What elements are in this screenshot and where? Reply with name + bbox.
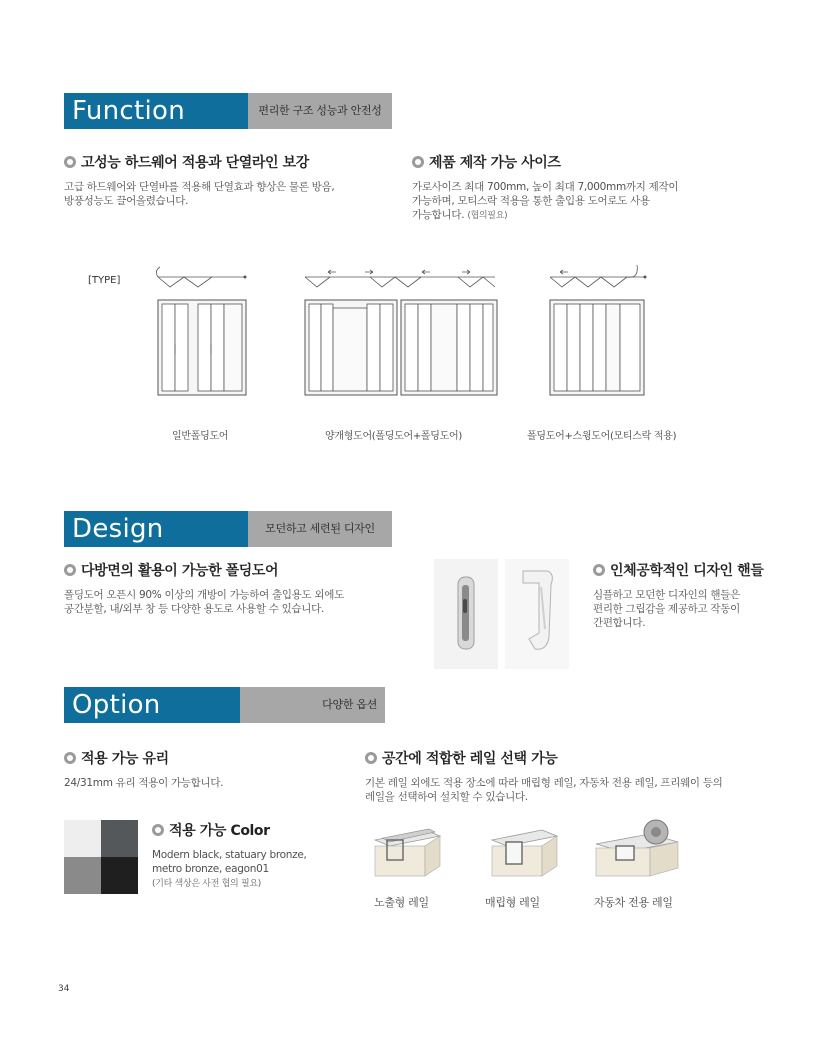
rail-caption-2: 매립형 레일 bbox=[485, 896, 540, 909]
color-swatch-1 bbox=[64, 820, 101, 857]
design-header bbox=[64, 511, 392, 547]
function-col1-heading: 고성능 하드웨어 적용과 단열라인 보강 bbox=[64, 152, 309, 172]
bullet-icon bbox=[412, 156, 424, 168]
color-swatch-3 bbox=[64, 857, 101, 894]
door-type-diagrams bbox=[140, 262, 700, 412]
design-title: Design bbox=[64, 511, 248, 547]
rail-body: 기본 레일 외에도 적용 장소에 따라 매립형 레일, 자동차 전용 레일, 프리웨이 등의 레일을 선택하여 설치할 수 있습니다. bbox=[365, 777, 723, 803]
color-note: (기타 색상은 사전 협의 필요) bbox=[152, 879, 262, 889]
bullet-icon bbox=[593, 564, 605, 576]
rail-vehicle-image bbox=[590, 818, 686, 882]
folding-door-diagram bbox=[156, 267, 246, 395]
rail-embedded-image bbox=[482, 822, 562, 882]
design-col1-body: 폴딩도어 오픈시 90% 이상의 개방이 가능하여 출입용도 외에도 공간분할, 내/외부 창 등 다양한 용도로 사용할 수 있습니다. bbox=[64, 589, 344, 615]
bullet-icon bbox=[365, 752, 377, 764]
design-subtitle: 모던하고 세련된 디자인 bbox=[248, 511, 392, 547]
rail-caption-1: 노출형 레일 bbox=[374, 896, 429, 909]
function-col2-body: 가로사이즈 최대 700mm, 높이 최대 7,000mm까지 제작이 가능하며, 모티스락 적용을 통한 출입용 도어로도 사용 가능합니다. (협의필요) bbox=[412, 181, 679, 221]
option-title: Option bbox=[64, 687, 240, 723]
function-col2-note: (협의필요) bbox=[467, 211, 508, 221]
glass-body: 24/31mm 유리 적용이 가능합니다. bbox=[64, 777, 224, 789]
option-header bbox=[64, 687, 385, 723]
color-swatch-2 bbox=[101, 820, 138, 857]
type-caption-1: 일반폴딩도어 bbox=[172, 431, 229, 442]
color-body: Modern black, statuary bronze, metro bronze, eagon01 (기타 색상은 사전 협의 필요) bbox=[152, 849, 307, 889]
bullet-icon bbox=[64, 156, 76, 168]
bullet-icon bbox=[64, 564, 76, 576]
function-header bbox=[64, 93, 392, 129]
function-col2-heading: 제품 제작 가능 사이즈 bbox=[412, 152, 561, 172]
type-label: [TYPE] bbox=[88, 275, 121, 286]
design-col2-body: 심플하고 모던한 디자인의 핸들은 편리한 그립감을 제공하고 작동이 간편합니다. bbox=[593, 589, 740, 629]
design-col2-heading: 인체공학적인 디자인 핸들 bbox=[593, 560, 763, 580]
page-number: 34 bbox=[58, 984, 70, 994]
function-title: Function bbox=[64, 93, 248, 129]
option-subtitle: 다양한 옵션 bbox=[240, 687, 385, 723]
rail-exposed-image bbox=[365, 822, 445, 882]
color-heading: 적용 가능 Color bbox=[152, 820, 270, 840]
rail-heading: 공간에 적합한 레일 선택 가능 bbox=[365, 748, 557, 768]
function-subtitle: 편리한 구조 성능과 안전성 bbox=[248, 93, 392, 129]
design-col1-heading: 다방면의 활용이 가능한 폴딩도어 bbox=[64, 560, 278, 580]
rail-caption-3: 자동차 전용 레일 bbox=[594, 896, 673, 909]
type-caption-3: 폴딩도어+스윙도어(모티스락 적용) bbox=[527, 431, 677, 442]
bullet-icon bbox=[152, 824, 164, 836]
folding-swing-door-diagram bbox=[550, 265, 647, 395]
double-folding-door-diagram bbox=[305, 270, 497, 395]
glass-heading: 적용 가능 유리 bbox=[64, 748, 169, 768]
handle-photo-1 bbox=[434, 559, 498, 669]
color-swatch-4 bbox=[101, 857, 138, 894]
handle-side-image bbox=[505, 559, 569, 669]
type-caption-2: 양개형도어(폴딩도어+폴딩도어) bbox=[325, 431, 462, 442]
handle-photo-2 bbox=[505, 559, 569, 669]
bullet-icon bbox=[64, 752, 76, 764]
handle-front-image bbox=[434, 559, 498, 669]
function-col1-body: 고급 하드웨어와 단열바를 적용해 단열효과 향상은 물론 방음, 방풍성능도 끌어올렸습니다. bbox=[64, 181, 335, 207]
